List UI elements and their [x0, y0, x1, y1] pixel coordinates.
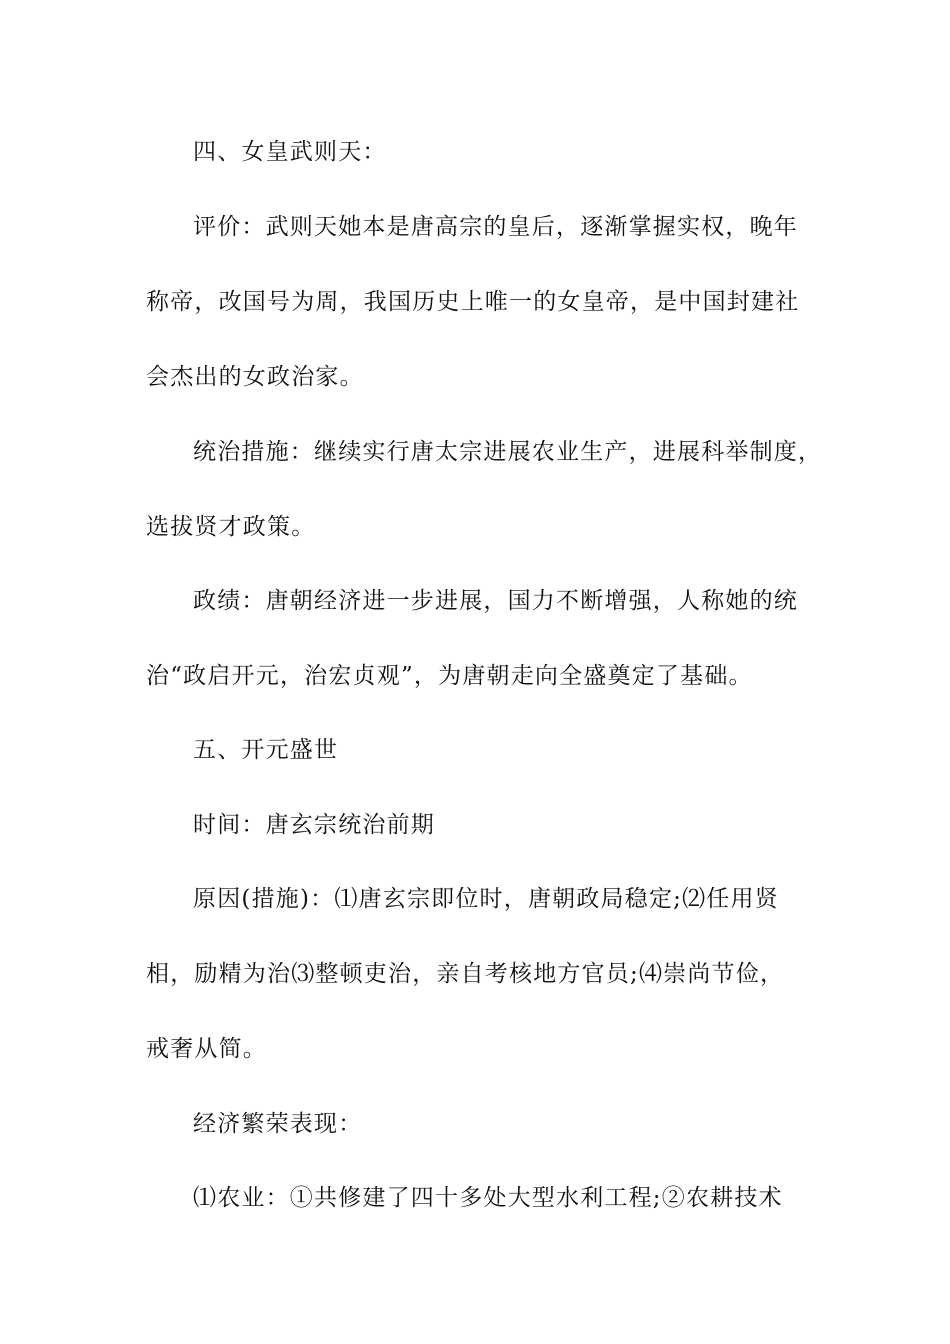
paragraph-causes-line-3: 戒奢从简。 [146, 1036, 267, 1062]
paragraph-time: 时间：唐玄宗统治前期 [193, 812, 435, 838]
section-heading-wu-zetian: 四、女皇武则天： [193, 139, 387, 165]
paragraph-evaluation-line-1: 评价：武则天她本是唐高宗的皇后，逐渐掌握实权，晚年 [193, 214, 798, 240]
section-heading-kaiyuan: 五、开元盛世 [193, 737, 339, 763]
paragraph-achievements-line-1: 政绩：唐朝经济进一步进展，国力不断增强，人称她的统 [193, 588, 798, 614]
paragraph-measures-line-2: 选拔贤才政策。 [146, 514, 316, 540]
paragraph-evaluation-line-2: 称帝，改国号为周，我国历史上唯一的女皇帝，是中国封建社 [146, 289, 800, 315]
paragraph-economy-heading: 经济繁荣表现： [193, 1111, 363, 1137]
paragraph-causes-line-2: 相，励精为治⑶整顿吏治，亲自考核地方官员;⑷崇尚节俭， [146, 961, 785, 987]
paragraph-agriculture-line-1: ⑴农业：①共修建了四十多处大型水利工程;②农耕技术 [193, 1185, 783, 1211]
paragraph-measures-line-1: 统治措施：继续实行唐太宗进展农业生产，进展科举制度， [193, 439, 823, 465]
paragraph-evaluation-line-3: 会杰出的女政治家。 [146, 364, 364, 390]
paragraph-causes-line-1: 原因(措施)：⑴唐玄宗即位时，唐朝政局稳定;⑵任用贤 [193, 886, 779, 912]
paragraph-achievements-line-2: 治“政启开元，治宏贞观”，为唐朝走向全盛奠定了基础。 [146, 663, 753, 689]
